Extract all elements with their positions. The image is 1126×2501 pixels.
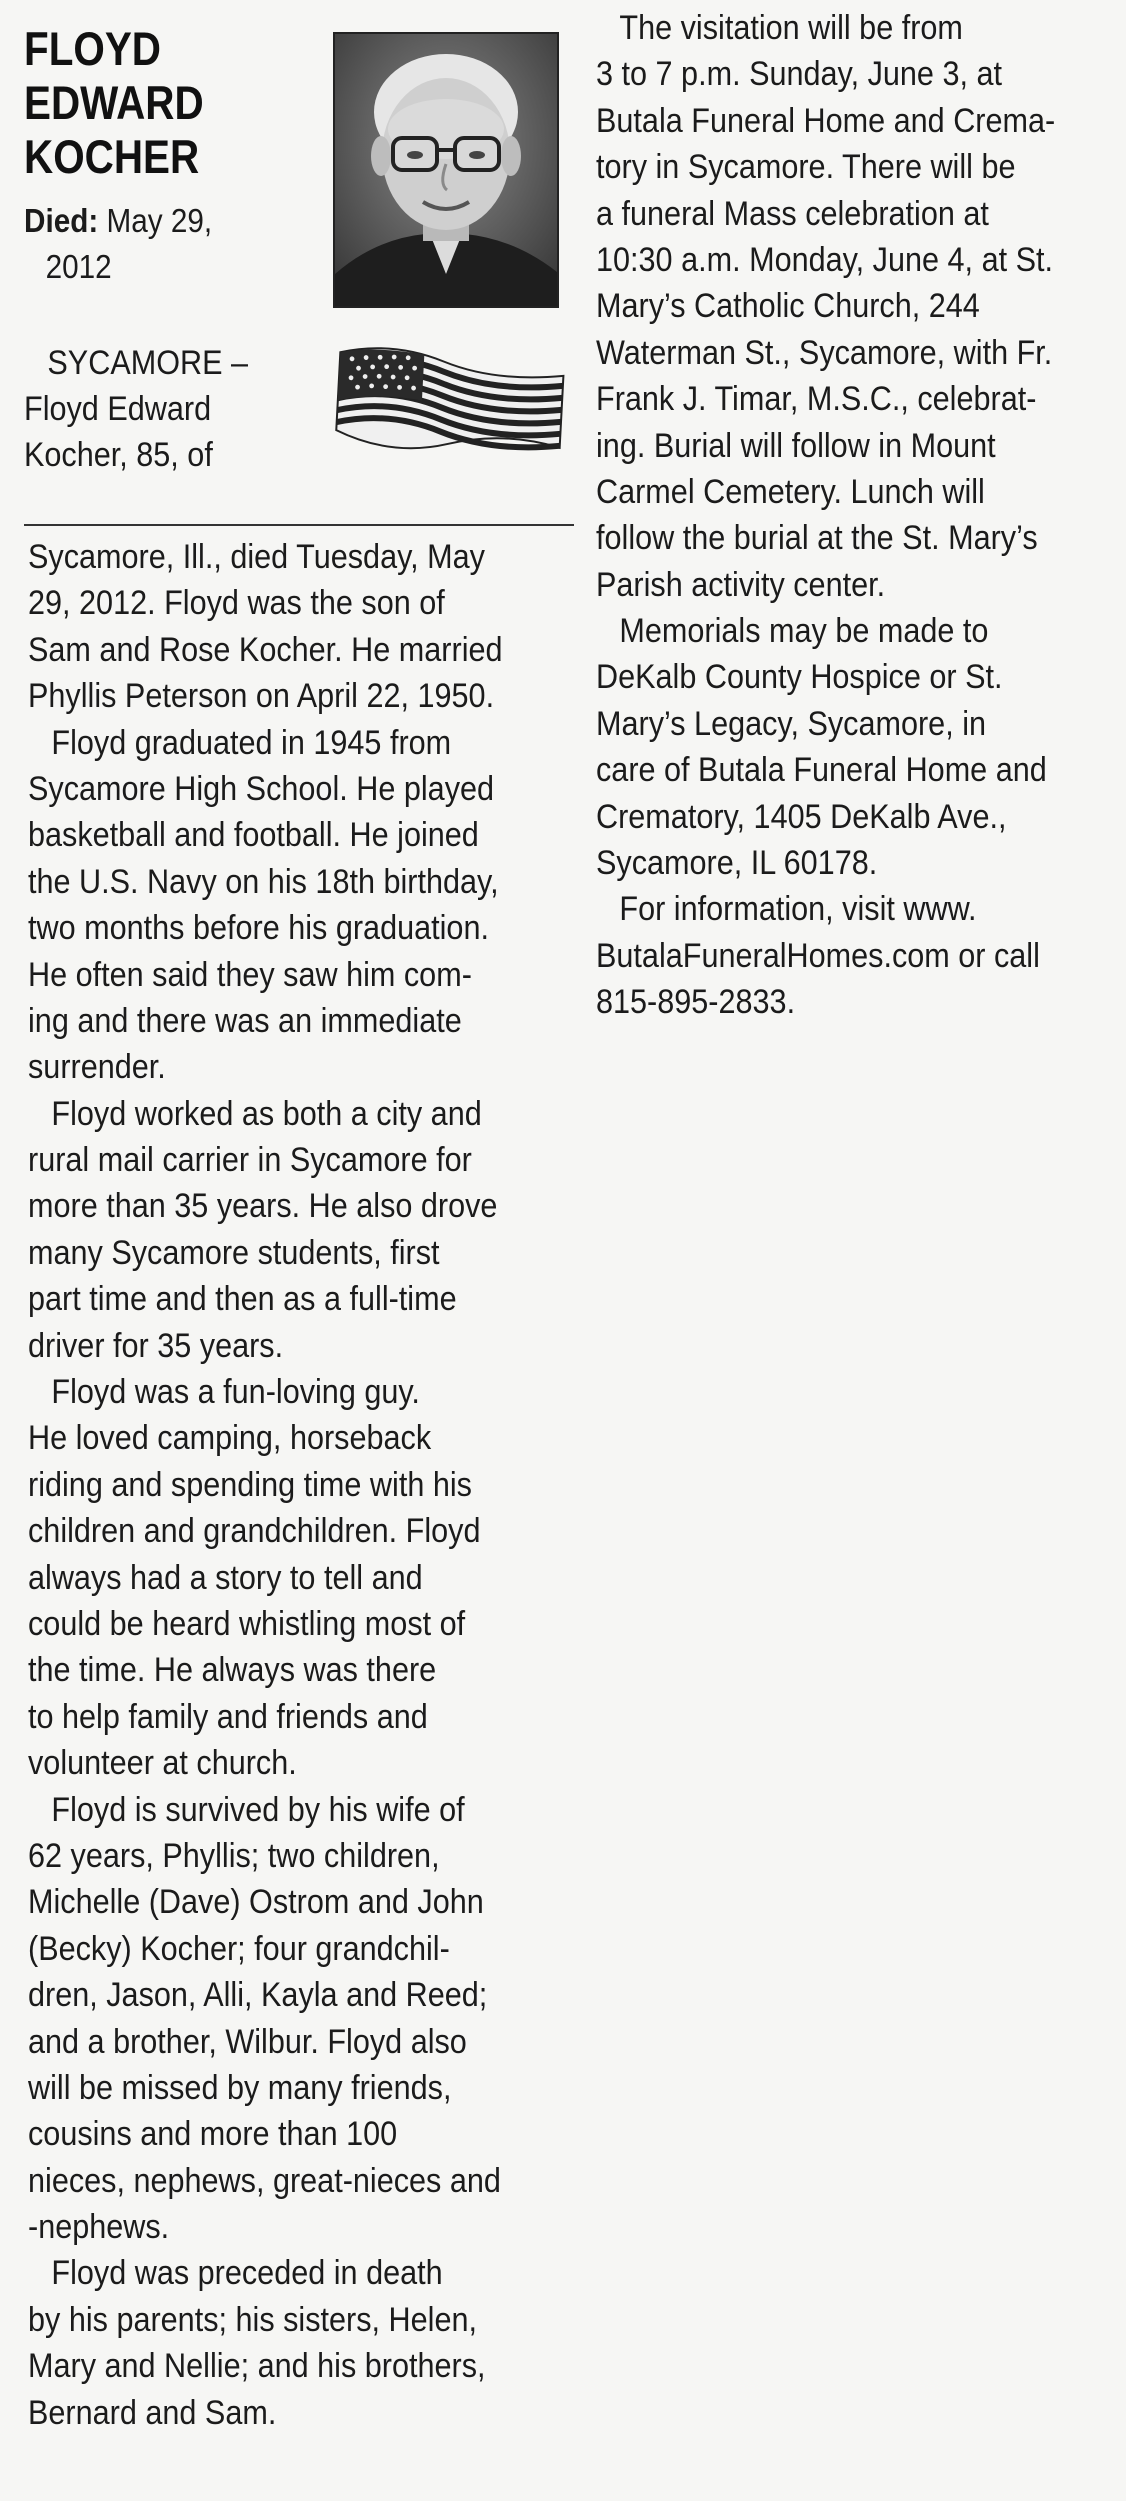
name-line: FLOYD <box>24 22 161 75</box>
text-line: ButalaFuneralHomes.com or call <box>596 936 1040 975</box>
text-line: to help family and friends and <box>28 1697 428 1736</box>
text-line: Carmel Cemetery. Lunch will <box>596 472 985 511</box>
section-divider <box>24 524 574 526</box>
text-line: The visitation will be from <box>619 9 963 47</box>
text-line: 29, 2012. Floyd was the son of <box>28 584 445 623</box>
text-line: ing. Burial will follow in Mount <box>596 426 996 465</box>
text-line: Phyllis Peterson on April 22, 1950. <box>28 677 495 716</box>
portrait-photo <box>333 32 559 308</box>
intro-line: Floyd Edward <box>24 390 212 428</box>
text-line: Butala Funeral Home and Crema- <box>596 101 1056 140</box>
text-line: Mary’s Catholic Church, 244 <box>596 287 980 326</box>
text-line: Waterman St., Sycamore, with Fr. <box>596 333 1053 372</box>
text-line: Parish activity center. <box>596 565 886 604</box>
text-line: follow the burial at the St. Mary’s <box>596 519 1038 558</box>
text-line: cousins and more than 100 <box>28 2115 398 2154</box>
text-line: Frank J. Timar, M.S.C., celebrat- <box>596 380 1037 419</box>
intro-text <box>24 340 248 478</box>
text-line: Sycamore, IL 60178. <box>596 844 878 883</box>
text-line: Mary and Nellie; and his brothers, <box>28 2347 486 2386</box>
intro-line: Kocher, 85, of <box>24 436 213 474</box>
text-line: more than 35 years. He also drove <box>28 1187 498 1226</box>
text-line: 3 to 7 p.m. Sunday, June 3, at <box>596 55 1002 94</box>
text-line: (Becky) Kocher; four grandchil- <box>28 1929 450 1968</box>
text-line: Floyd graduated in 1945 from <box>51 723 452 762</box>
text-line: DeKalb County Hospice or St. <box>596 658 1003 697</box>
text-line: children and grandchildren. Floyd <box>28 1512 481 1551</box>
text-line: Floyd is survived by his wife of <box>51 1790 465 1829</box>
text-line: surrender. <box>28 1048 166 1087</box>
american-flag-icon <box>330 340 570 460</box>
text-line: by his parents; his sisters, Helen, <box>28 2300 478 2339</box>
text-line: He often said they saw him com- <box>28 955 472 994</box>
text-line: Sycamore, Ill., died Tuesday, May <box>28 538 485 576</box>
text-line: Floyd was preceded in death <box>51 2254 443 2293</box>
name-line: EDWARD <box>24 76 204 129</box>
text-line: the U.S. Navy on his 18th birthday, <box>28 862 499 901</box>
dateline: SYCAMORE – <box>47 344 249 382</box>
text-line: Mary’s Legacy, Sycamore, in <box>596 704 987 743</box>
text-line: the time. He always was there <box>28 1651 437 1690</box>
died-date <box>24 198 212 290</box>
text-line: volunteer at church. <box>28 1744 297 1783</box>
text-line: Sycamore High School. He played <box>28 769 495 808</box>
text-line: Floyd was a fun-loving guy. <box>51 1373 420 1412</box>
text-line: ing and there was an immediate <box>28 1001 462 1040</box>
text-line: will be missed by many friends, <box>28 2068 452 2107</box>
text-line: 62 years, Phyllis; two children, <box>28 1836 440 1875</box>
text-line: Bernard and Sam. <box>28 2393 277 2432</box>
died-year: 2012 <box>45 248 112 285</box>
name-line: KOCHER <box>24 130 200 183</box>
died-label: Died: <box>24 202 99 239</box>
text-line: 815-895-2833. <box>596 983 796 1022</box>
died-month-day: May 29, <box>106 202 213 239</box>
text-line: Michelle (Dave) Ostrom and John <box>28 1883 484 1922</box>
text-line: basketball and football. He joined <box>28 816 479 855</box>
text-line: a funeral Mass celebration at <box>596 194 989 233</box>
text-line: He loved camping, horseback <box>28 1419 432 1458</box>
text-line: care of Butala Funeral Home and <box>596 751 1047 790</box>
text-line: driver for 35 years. <box>28 1326 284 1365</box>
text-line: and a brother, Wilbur. Floyd also <box>28 2022 467 2061</box>
left-column <box>28 534 503 2436</box>
text-line: tory in Sycamore. There will be <box>596 148 1016 187</box>
text-line: Memorials may be made to <box>619 612 989 651</box>
text-line: riding and spending time with his <box>28 1465 472 1504</box>
text-line: part time and then as a full-time <box>28 1280 457 1319</box>
text-line: always had a story to tell and <box>28 1558 423 1597</box>
right-column <box>596 5 1055 1026</box>
text-line: -nephews. <box>28 2208 170 2247</box>
text-line: nieces, nephews, great-nieces and <box>28 2161 501 2200</box>
text-line: For information, visit www. <box>619 890 977 929</box>
obituary-name <box>24 22 204 184</box>
text-line: rural mail carrier in Sycamore for <box>28 1141 472 1180</box>
text-line: dren, Jason, Alli, Kayla and Reed; <box>28 1976 488 2015</box>
text-line: Floyd worked as both a city and <box>51 1094 482 1133</box>
text-line: could be heard whistling most of <box>28 1604 466 1643</box>
text-line: many Sycamore students, first <box>28 1233 440 1272</box>
text-line: Crematory, 1405 DeKalb Ave., <box>596 797 1007 836</box>
text-line: 10:30 a.m. Monday, June 4, at St. <box>596 240 1054 279</box>
text-line: two months before his graduation. <box>28 909 489 948</box>
text-line: Sam and Rose Kocher. He married <box>28 630 503 669</box>
